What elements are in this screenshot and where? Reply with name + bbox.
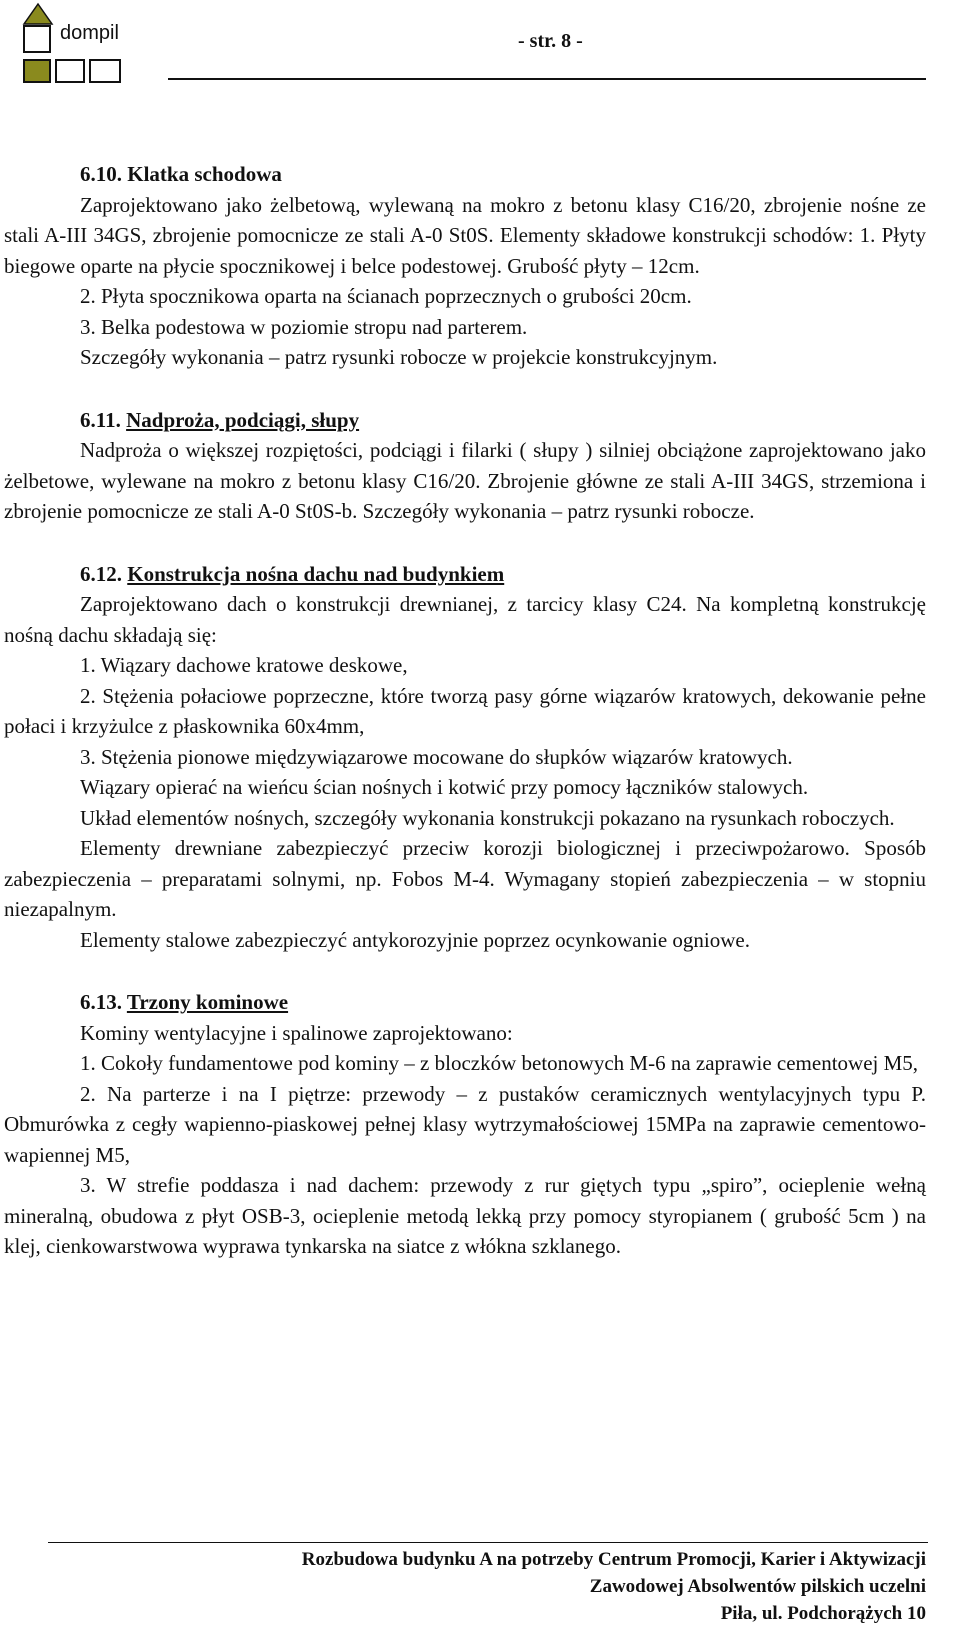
spacer xyxy=(4,955,926,987)
section-title: Klatka schodowa xyxy=(127,162,282,186)
section-heading-6-13 xyxy=(4,987,926,1018)
section-number: 6.12. xyxy=(80,561,122,586)
paragraph: Kominy wentylacyjne i spalinowe zaprojektowano: xyxy=(80,1020,513,1045)
section-number: 6.13. xyxy=(80,990,122,1014)
spacer xyxy=(4,373,926,405)
logo-square-filled xyxy=(24,60,50,82)
section-title: Konstrukcja nośna dachu nad budynkiem xyxy=(127,561,505,586)
section-number: 6.11. xyxy=(80,407,121,432)
paragraph: Nadproża o większej rozpiętości, podciągi i filarki ( słupy ) silniej obciążone zaprojektowano jako żelbetowe, wylewane na mokro z betonu klasy C16/20. Zbrojenie główne ze stali A-III 34GS, strzemiona i zbrojenie pomocnicze ze stali A-0 St0S-b. Szczegóły wykonania – patrz rysunki robocze. xyxy=(4,438,926,523)
paragraph: 2. Płyta spocznikowa oparta na ścianach poprzecznych o grubości 20cm. xyxy=(80,284,692,308)
logo-triangle xyxy=(24,4,52,24)
page-number: - str. 8 - xyxy=(518,30,583,52)
spacer xyxy=(4,527,926,559)
section-heading-6-12 xyxy=(4,559,926,590)
section-heading-6-11 xyxy=(4,405,926,436)
section-heading-6-10 xyxy=(4,159,926,190)
footer xyxy=(302,1546,926,1627)
paragraph: 3. Stężenia pionowe międzywiązarowe mocowane do słupków wiązarów kratowych. xyxy=(80,744,793,769)
paragraph: 3. W strefie poddasza i nad dachem: przewody z rur giętych typu „spiro”, ocieplenie wełną mineralną, obudowa z płyt OSB-3, ocieplenie metodą lekką przy pomocy styropianem ( grubość 5cm ) na klej, cienkowarstwowa wyprawa tynkarska na siatce z włókna szklanego. xyxy=(4,1173,926,1258)
logo-square-2 xyxy=(56,60,84,82)
paragraph: Elementy drewniane zabezpieczyć przeciw korozji biologicznej i przeciwpożarowo. Sposób zabezpieczenia – preparatami solnymi, np. Fobos M-4. Wymagany stopień zabezpieczenia – w stopniu niezapalnym. xyxy=(4,836,926,921)
paragraph: Wiązary opierać na wieńcu ścian nośnych i kotwić przy pomocy łączników stalowych. xyxy=(80,775,809,799)
paragraph: 2. Na parterze i na I piętrze: przewody – z pustaków ceramicznych wentylacyjnych typu P. Obmurówka z cegły wapienno-piaskowej pełnej klasy wytrzymałościowej 15MPa na zaprawie cementowo-wapiennej M5, xyxy=(4,1081,926,1167)
footer-line-1: Rozbudowa budynku A na potrzeby Centrum Promocji, Karier i Aktywizacji xyxy=(301,1549,926,1570)
section-title: Trzony kominowe xyxy=(126,990,289,1014)
logo-text: dompil xyxy=(60,22,119,44)
paragraph: 2. Stężenia połaciowe poprzeczne, które tworzą pasy górne wiązarów kratowych, dekowanie pełne połaci i krzyżulce z płaskownika 60x4mm, xyxy=(4,683,926,738)
footer-line-3: Piła, ul. Podchorążych 10 xyxy=(720,1603,926,1624)
document-body xyxy=(4,159,926,1262)
logo-square-3 xyxy=(90,60,120,82)
header-rule xyxy=(168,78,926,80)
section-number: 6.10. xyxy=(80,162,122,186)
paragraph: Układ elementów nośnych, szczegóły wykonania konstrukcji pokazano na rysunkach roboczych. xyxy=(80,805,895,830)
paragraph: Zaprojektowano dach o konstrukcji drewnianej, z tarcicy klasy C24. Na kompletną konstrukcję nośną dachu składają się: xyxy=(4,592,926,647)
paragraph: 1. Cokoły fundamentowe pod kominy – z bloczków betonowych M-6 na zaprawie cementowej M5, xyxy=(80,1051,919,1075)
logo-square-top xyxy=(24,26,50,52)
footer-rule xyxy=(48,1542,928,1543)
paragraph: Zaprojektowano jako żelbetową, wylewaną na mokro z betonu klasy C16/20, zbrojenie nośne ze stali A-III 34GS, zbrojenie pomocnicze ze stali A-0 St0S. Elementy składowe konstrukcji schodów: 1. Płyty biegowe oparte na płycie spocznikowej i belce podestowej. Grubość płyty – 12cm. xyxy=(4,192,926,278)
paragraph: Szczegóły wykonania – patrz rysunki robocze w projekcie konstrukcyjnym. xyxy=(80,345,718,369)
paragraph: 3. Belka podestowa w poziomie stropu nad parterem. xyxy=(80,314,528,339)
section-title: Nadproża, podciągi, słupy xyxy=(126,407,360,432)
paragraph: Elementy stalowe zabezpieczyć antykorozyjnie poprzez ocynkowanie ogniowe. xyxy=(80,927,750,952)
paragraph: 1. Wiązary dachowe kratowe deskowe, xyxy=(80,653,408,677)
footer-line-2: Zawodowej Absolwentów pilskich uczelni xyxy=(589,1576,926,1597)
